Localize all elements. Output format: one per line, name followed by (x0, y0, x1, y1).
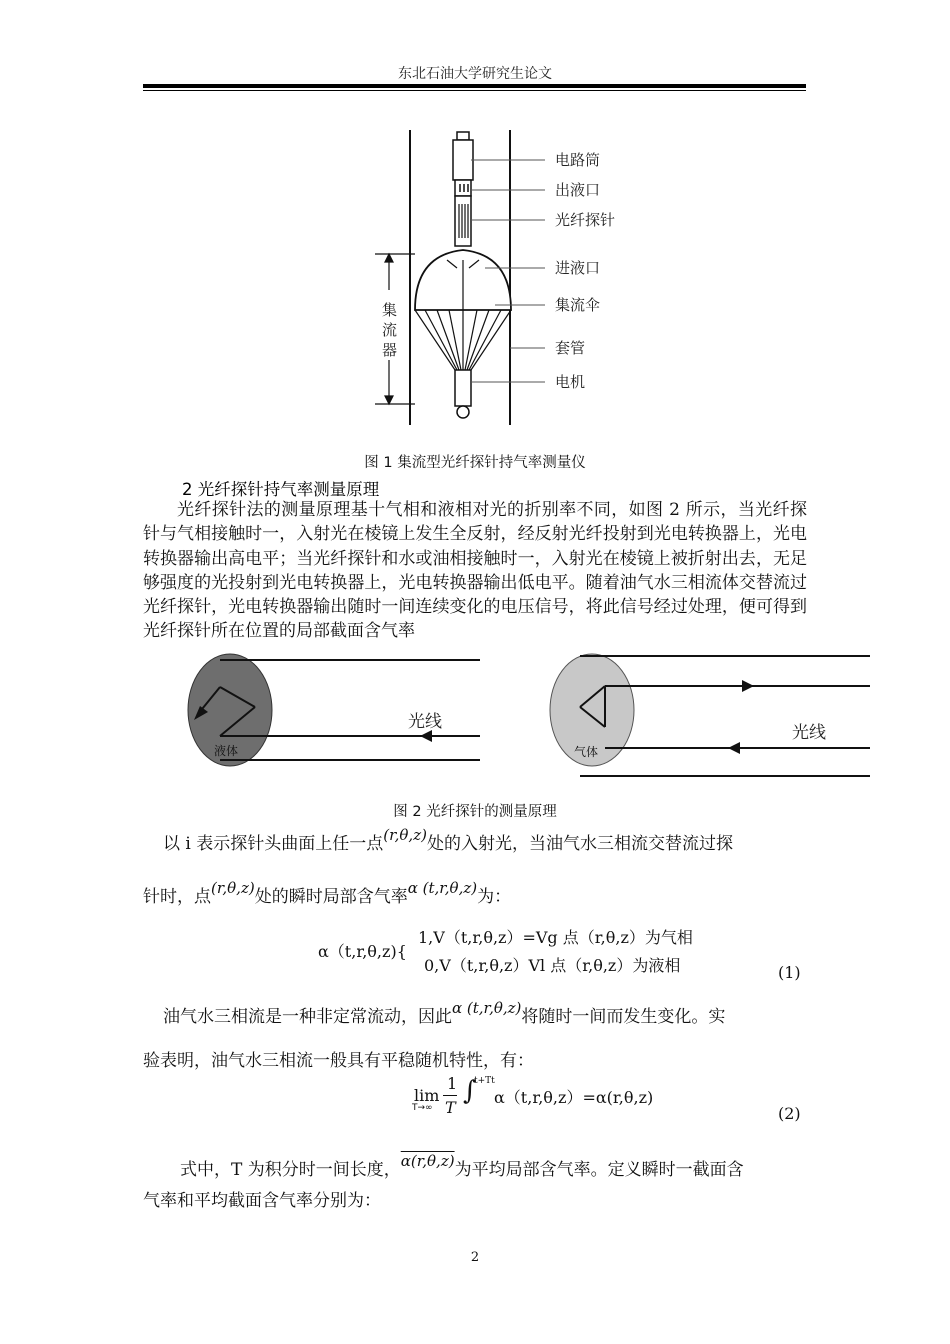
paragraph-principle: 光纤探针法的测量原理基十气相和液相对光的折别率不同，如图 2 所示，当光纤探针与气相接触时一，入射光在棱镜上发生全反射，经反射光纤投射到光电转换器上，光电转换器输出高电平；当光纤探针和水或油相接触时一，入射光在棱镜上被折射出去，无足够强度的光投射到光电转换器上，光电转换器输出低电平。随着油气水三相流体交替流过光纤探针，光电转换器输出随时一间连续变化的电压信号，将此信号经过处理，便可得到光纤探针所在位置的局部截面含气率 (143, 500, 807, 642)
eq2-number: (2) (778, 1104, 801, 1123)
label-casing: 套管 (555, 339, 586, 357)
text-instant-2: 处的瞬时局部含气率 (254, 887, 408, 907)
math-point: (r,θ,z) (383, 826, 427, 844)
text-line-define: 气率和平均截面含气率分别为： (143, 1191, 381, 1211)
label-fiber-probe: 光纤探针 (555, 211, 616, 229)
eq1-lhs: α（t,r,θ,z){ (318, 942, 407, 961)
figure2-caption: 图 2 光纤探针的测量原理 (393, 804, 557, 820)
math-alpha: α (t,r,θ,z) (407, 879, 478, 897)
label-collector-2: 流 (382, 321, 398, 339)
eq2-body: α（t,r,θ,z）=α(r,θ,z) (494, 1088, 654, 1107)
text-instant-1: 针时，点 (143, 887, 211, 907)
text-line-incident (163, 826, 733, 854)
running-header: 东北石油大学研究生论文 (398, 66, 552, 82)
liquid-label: 液体 (214, 744, 239, 758)
text-line-unsteady (163, 999, 726, 1027)
text-incident-1: 以 i 表示探针头曲面上任一点 (163, 834, 384, 854)
text-unsteady-1: 油气水三相流是一种非定常流动，因此 (163, 1007, 452, 1027)
text-line-where (180, 1152, 744, 1180)
math-point-2: (r,θ,z) (211, 879, 255, 897)
math-alpha-2: α (t,r,θ,z) (452, 999, 522, 1017)
eq1-row1: 1,V（t,r,θ,z）=Vg 点（r,θ,z）为气相 (418, 928, 693, 947)
eq2-lim: lim (414, 1086, 440, 1105)
figure2-diagram (180, 652, 880, 782)
text-unsteady-2: 将随时一间而发生变化。实 (521, 1007, 726, 1027)
label-collector-3: 器 (382, 341, 398, 359)
text-where-2: 为平均局部含气率。定义瞬时一截面含 (454, 1160, 744, 1180)
eq1-row2: 0,V（t,r,θ,z）Vl 点（r,θ,z）为液相 (424, 956, 681, 975)
text-incident-2: 处的入射光，当油气水三相流交替流过探 (426, 834, 733, 854)
eq1-number: (1) (778, 963, 801, 982)
text-line-experiment: 验表明，油气水三相流一般具有平稳随机特性，有： (143, 1051, 534, 1071)
figure1-diagram (375, 120, 635, 430)
header-rule-thin (143, 90, 806, 91)
label-collector-umbrella: 集流伞 (555, 296, 601, 314)
eq2-frac-num: 1 (447, 1074, 458, 1093)
page-number: 2 (470, 1250, 480, 1265)
label-fluid-inlet: 进液口 (555, 259, 601, 277)
section-title: 2 光纤探针持气率测量原理 (182, 480, 380, 499)
text-where-1: 式中，T 为积分时一间长度， (180, 1160, 401, 1180)
text-instant-3: 为： (477, 887, 512, 907)
header-rule-thick (143, 84, 806, 88)
eq2-frac-bar (443, 1095, 457, 1096)
right-ray-label: 光线 (792, 723, 826, 743)
eq2-upper-limit: t+Tt (474, 1076, 495, 1086)
text-line-instant (143, 879, 512, 907)
eq2-frac-den: T (445, 1098, 456, 1117)
left-ray-label: 光线 (408, 712, 442, 732)
label-circuit-tube: 电路筒 (555, 151, 601, 169)
eq2-integral-icon: ∫ (463, 1076, 477, 1106)
eq2-lim-sub: T→∞ (412, 1103, 433, 1113)
figure1-caption: 图 1 集流型光纤探针持气率测量仪 (364, 455, 586, 471)
gas-label: 气体 (574, 745, 599, 759)
label-motor: 电机 (555, 373, 586, 391)
label-fluid-outlet: 出液口 (555, 181, 601, 199)
label-collector-1: 集 (382, 301, 398, 319)
math-alpha-bar: α(r,θ,z) (400, 1152, 455, 1170)
